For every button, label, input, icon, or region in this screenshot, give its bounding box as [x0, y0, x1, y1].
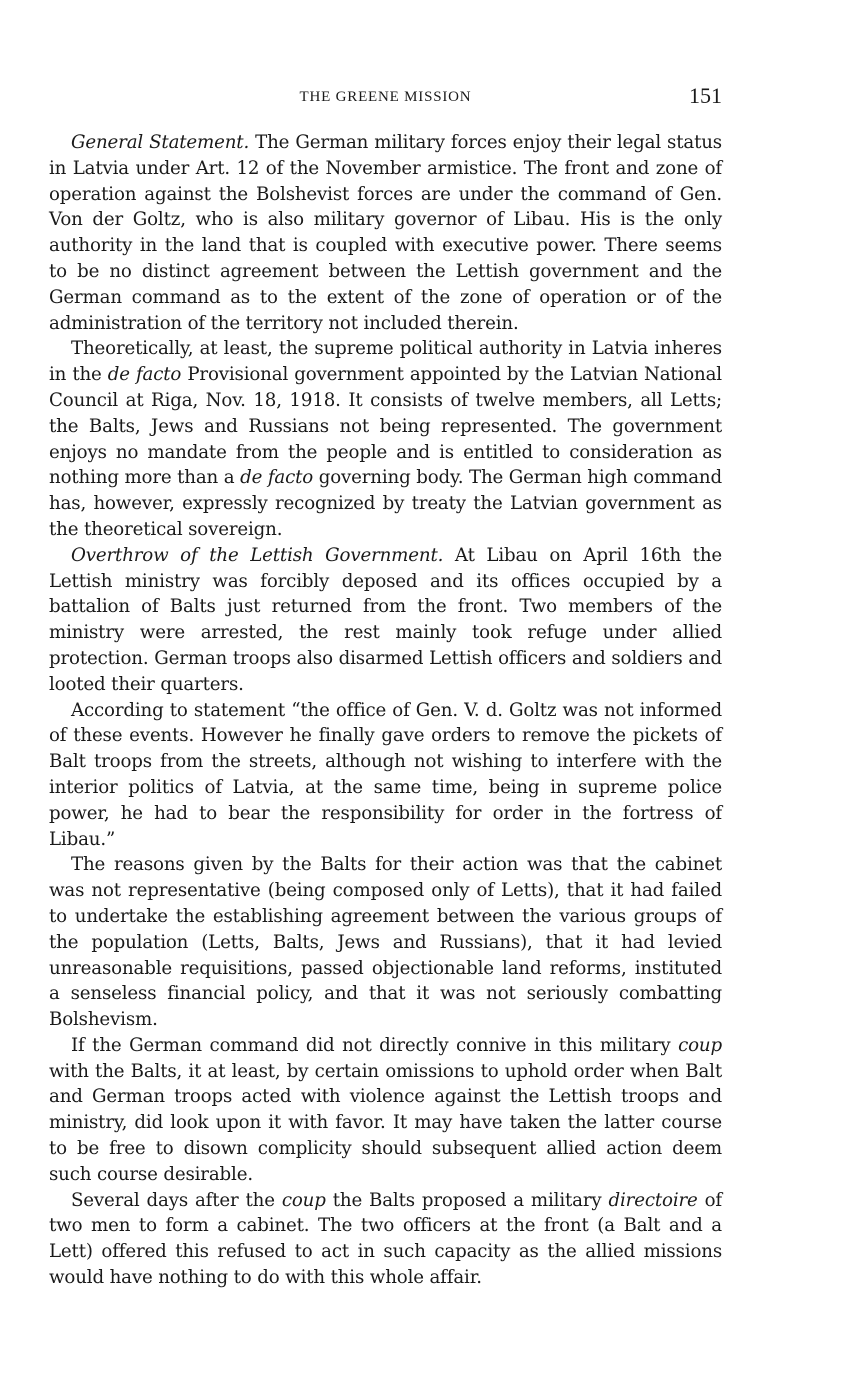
italic-term: de facto [240, 467, 314, 489]
paragraph-text: Provisional government appointed by the Latvian National Council at Riga, Nov. 18, 1918. It consists of twelve members, all Letts; the Balts, Jews and Russians not being represented. The government enjoys no mandate from the people and is entitled to consideration as nothing more than a [49, 364, 722, 489]
paragraph-text: If the German command did not directly connive in this military [71, 1034, 671, 1056]
italic-term: coup [281, 1189, 326, 1211]
paragraph-german-command [49, 1033, 722, 1188]
paragraph-text: governing body. The German high command has, however, expressly recognized by treaty the Latvian government as the theoretical sovereign. [49, 467, 722, 540]
italic-term: coup [678, 1034, 722, 1056]
running-head: THE GREENE MISSION [299, 89, 472, 105]
paragraph-text: Several days after the [71, 1189, 275, 1211]
paragraph-text: with the Balts, it at least, by certain omissions to uphold order when Balt and German troops acted with violence against the Lettish troops and ministry, did look upon it with favor. It may have taken the latter course to be free to disown complicity should subsequent allied action deem such course desirable. [49, 1060, 722, 1185]
paragraph-according-to-statement [49, 698, 722, 853]
paragraph-text: Theoretically, at least, the supreme political authority in Latvia inheres in the [49, 338, 722, 386]
italic-term: de facto [107, 364, 182, 386]
italic-term: directoire [608, 1189, 698, 1211]
page-header [49, 85, 722, 115]
paragraph-general-statement [49, 130, 722, 336]
paragraph-text: The reasons given by the Balts for their action was that the cabinet was not representative (being composed only of Letts), that it had failed to undertake the establishing agreement between the various groups of the population (Letts, Balts, Jews and Russians), that it had levied unreasonable requisitions, passed objectionable land reforms, instituted a senseless financial policy, and that it was not seriously combatting Bolshevism. [49, 854, 722, 1031]
paragraph-text: of two men to form a cabinet. The two officers at the front (a Balt and a Lett) offered this refused to act in such capacity as the allied missions would have nothing to do with this whole affair. [49, 1189, 723, 1289]
section-lead-in: Overthrow of the Lettish Government. [71, 544, 444, 566]
page-number: 151 [689, 83, 722, 108]
paragraph-several-days [49, 1188, 722, 1291]
section-lead-in: General Statement. [71, 132, 250, 153]
paragraph-text: The German military forces enjoy their legal status in Latvia under Art. 12 of the November armistice. The front and zone of operation against the Bolshevist forces are under the command of Gen. Von der Goltz, who is also military governor of Libau. His is the only authority in the land that is coupled with executive power. There seems to be no distinct agreement between the Lettish government and the German command as to the extent of the zone of operation or of the administration of the territory not included therein. [49, 132, 722, 334]
paragraph-theoretically [49, 336, 722, 542]
paragraph-text: At Libau on April 16th the Lettish ministry was forcibly deposed and its offices occupied by a battalion of Balts just returned from the front. Two members of the ministry were arrested, the rest mainly took refuge under allied protection. German troops also disarmed Lettish officers and soldiers and looted their quarters. [49, 544, 722, 695]
paragraph-overthrow [49, 543, 722, 698]
page-body [49, 130, 722, 1291]
paragraph-text: the Balts proposed a military [332, 1189, 602, 1211]
paragraph-reasons [49, 852, 722, 1033]
paragraph-text: According to statement “the office of Gen. V. d. Goltz was not informed of these events. However he finally gave orders to remove the pickets of Balt troops from the streets, although not wishing to interfere with the interior politics of Latvia, at the same time, being in supreme police power, he had to bear the responsibility for order in the fortress of Libau.” [49, 699, 722, 850]
book-page [49, 0, 722, 1291]
